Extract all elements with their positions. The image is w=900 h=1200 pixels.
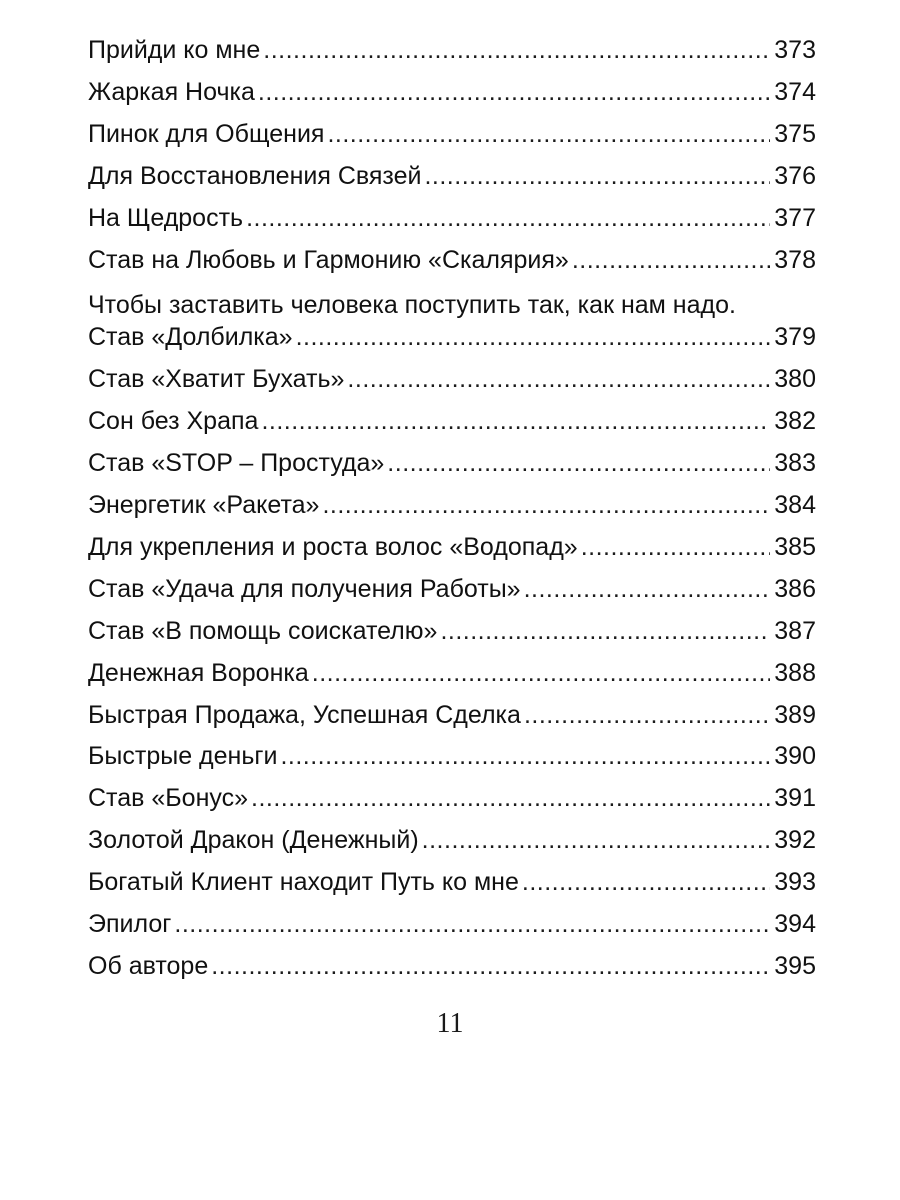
toc-entry[interactable]: [88, 359, 816, 401]
toc-entry[interactable]: [88, 240, 816, 282]
dot-leader: [174, 904, 770, 946]
dot-leader: [211, 946, 770, 988]
table-of-contents: [88, 30, 816, 988]
toc-entry-title: Эпилог: [88, 910, 172, 939]
dot-leader: [296, 317, 771, 359]
toc-entry-title: На Щедрость: [88, 203, 244, 232]
toc-entry-title: Энергетик «Ракета»: [88, 490, 320, 519]
toc-entry-page: 378: [774, 245, 816, 274]
dot-leader: [581, 527, 771, 569]
dot-leader: [258, 72, 770, 114]
dot-leader: [387, 443, 770, 485]
toc-entry[interactable]: [88, 695, 816, 737]
toc-entry[interactable]: [88, 156, 816, 198]
toc-entry[interactable]: [88, 736, 816, 778]
toc-entry-page: 384: [774, 490, 816, 519]
dot-leader: [440, 611, 770, 653]
toc-entry[interactable]: [88, 569, 816, 611]
toc-entry-title: Денежная Воронка: [88, 658, 309, 687]
dot-leader: [524, 569, 771, 611]
toc-entry-title: Став «Удача для получения Работы»: [88, 574, 521, 603]
dot-leader: [280, 736, 770, 778]
toc-entry-page: 387: [774, 616, 816, 645]
toc-entry-title: Став «Хватит Бухать»: [88, 365, 345, 394]
toc-entry-title: Став «Долбилка»: [88, 323, 293, 352]
toc-entry-page: 392: [774, 826, 816, 855]
toc-entry[interactable]: [88, 401, 816, 443]
toc-entry[interactable]: [88, 904, 816, 946]
toc-entry-page: 391: [774, 784, 816, 813]
dot-leader: [572, 240, 770, 282]
toc-entry-page: 382: [774, 407, 816, 436]
dot-leader: [322, 485, 770, 527]
toc-entry-page: 375: [774, 119, 816, 148]
toc-entry-title: Жаркая Ночка: [88, 77, 255, 106]
toc-entry[interactable]: [88, 862, 816, 904]
dot-leader: [312, 653, 771, 695]
dot-leader: [347, 359, 770, 401]
toc-entry-page: 376: [774, 161, 816, 190]
toc-entry-title: Став «Бонус»: [88, 784, 248, 813]
toc-entry-page: 393: [774, 868, 816, 897]
toc-entry-title: Став на Любовь и Гармонию «Скалярия»: [88, 245, 569, 274]
dot-leader: [522, 862, 770, 904]
toc-entry[interactable]: [88, 820, 816, 862]
toc-entry-page: 380: [774, 365, 816, 394]
toc-entry-title: Прийди ко мне: [88, 36, 261, 64]
toc-entry-title: Сон без Храпа: [88, 407, 259, 436]
toc-entry-title: Пинок для Общения: [88, 119, 325, 148]
toc-entry-title: Богатый Клиент находит Путь ко мне: [88, 868, 519, 897]
toc-entry[interactable]: [88, 611, 816, 653]
toc-entry[interactable]: [88, 72, 816, 114]
toc-entry-title: Став «В помощь соискателю»: [88, 616, 438, 645]
toc-entry-title: Золотой Дракон (Денежный): [88, 826, 419, 855]
toc-entry[interactable]: [88, 114, 816, 156]
toc-entry-page: 379: [774, 323, 816, 352]
toc-entry-title: Для Восстановления Связей: [88, 161, 422, 190]
dot-leader: [327, 114, 770, 156]
toc-entry-page: 386: [774, 574, 816, 603]
toc-entry-title: Быстрая Продажа, Успешная Сделка: [88, 700, 521, 729]
dot-leader: [263, 30, 770, 72]
toc-entry[interactable]: [88, 198, 816, 240]
toc-entry[interactable]: [88, 30, 816, 72]
toc-entry[interactable]: [88, 778, 816, 820]
toc-entry-page: 388: [774, 658, 816, 687]
dot-leader: [422, 820, 771, 862]
dot-leader: [246, 198, 770, 240]
toc-entry-page: 389: [774, 700, 816, 729]
toc-entry-page: 394: [774, 910, 816, 939]
toc-entry[interactable]: [88, 653, 816, 695]
toc-entry[interactable]: [88, 527, 816, 569]
toc-entry-title: Быстрые деньги: [88, 742, 278, 771]
toc-entry-page: 390: [774, 742, 816, 771]
page-number: 11: [436, 1008, 464, 1039]
toc-entry[interactable]: [88, 317, 816, 359]
toc-entry-page: 373: [774, 36, 816, 64]
toc-entry-page: 377: [774, 203, 816, 232]
toc-section-heading: Чтобы заставить человека поступить так, как нам надо.: [88, 291, 736, 320]
toc-entry-page: 374: [774, 77, 816, 106]
toc-entry-title: Для укрепления и роста волос «Водопад»: [88, 532, 578, 561]
toc-entry-page: 383: [774, 449, 816, 478]
dot-leader: [424, 156, 770, 198]
toc-entry[interactable]: [88, 485, 816, 527]
dot-leader: [251, 778, 770, 820]
toc-entry-title: Став «STOP – Простуда»: [88, 449, 385, 478]
toc-entry-page: 395: [774, 951, 816, 980]
dot-leader: [524, 695, 770, 737]
toc-entry[interactable]: [88, 946, 816, 988]
dot-leader: [261, 401, 770, 443]
toc-entry-page: 385: [774, 532, 816, 561]
toc-entry-title: Об авторе: [88, 951, 209, 980]
toc-entry[interactable]: [88, 443, 816, 485]
